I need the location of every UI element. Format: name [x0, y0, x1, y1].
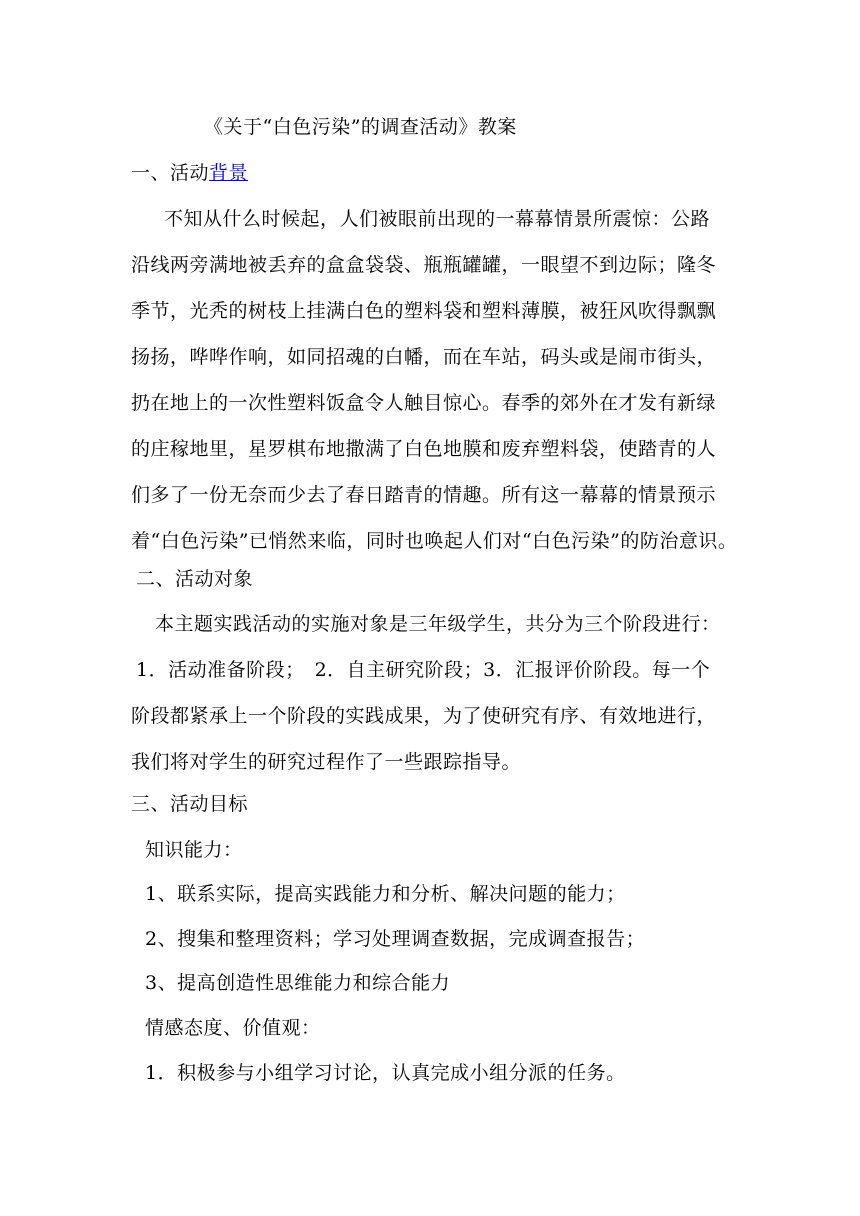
paragraph-line: 不知从什么时候起，人们被眼前出现的一幕幕情景所震惊：公路: [164, 208, 711, 230]
paragraph-line: 的庄稼地里，星罗棋布地撒满了白色地膜和废弃塑料袋，使踏青的人: [131, 438, 717, 460]
paragraph-line: 1．活动准备阶段； 2．自主研究阶段；3．汇报评价阶段。每一个: [136, 659, 711, 681]
paragraph-line: 沿线两旁满地被丢弃的盒盒袋袋、瓶瓶罐罐，一眼望不到边际；隆冬: [131, 254, 717, 276]
list-item: 3、提高创造性思维能力和综合能力: [145, 972, 451, 994]
subheading-knowledge: 知识能力：: [145, 839, 243, 861]
paragraph-line: 季节，光秃的树枝上挂满白色的塑料袋和塑料薄膜，被狂风吹得飘飘: [131, 300, 717, 322]
list-item: 1．积极参与小组学习讨论，认真完成小组分派的任务。: [145, 1062, 626, 1084]
list-item: 1、联系实际，提高实践能力和分析、解决问题的能力；: [145, 883, 626, 905]
subheading-values: 情感态度、价值观：: [145, 1017, 321, 1039]
section-heading-target: 二、活动对象: [136, 568, 254, 590]
paragraph-line: 们多了一份无奈而少去了春日踏青的情趣。所有这一幕幕的情景预示: [131, 484, 717, 506]
paragraph-line: 扔在地上的一次性塑料饭盒令人触目惊心。春季的郊外在才发有新绿: [131, 392, 717, 414]
section-heading-background: [131, 161, 248, 185]
list-item: 2、搜集和整理资料；学习处理调查数据，完成调查报告；: [145, 928, 646, 950]
document-title: 《关于“白色污染”的调查活动》教案: [204, 116, 517, 138]
section-heading-prefix: 一、活动: [131, 162, 210, 184]
paragraph-line: 我们将对学生的研究过程作了一些跟踪指导。: [131, 751, 522, 773]
paragraph-line: 着“白色污染”已悄然来临，同时也唤起人们对“白色污染”的防治意识。: [131, 530, 738, 552]
section-heading-goals: 三、活动目标: [131, 793, 249, 815]
paragraph-line: 本主题实践活动的实施对象是三年级学生，共分为三个阶段进行：: [155, 613, 721, 635]
background-link[interactable]: 背景: [209, 162, 249, 184]
paragraph-line: 扬扬，哗哗作响，如同招魂的白幡，而在车站，码头或是闹市街头，: [131, 346, 717, 368]
paragraph-line: 阶段都紧承上一个阶段的实践成果，为了使研究有序、有效地进行，: [131, 705, 717, 727]
